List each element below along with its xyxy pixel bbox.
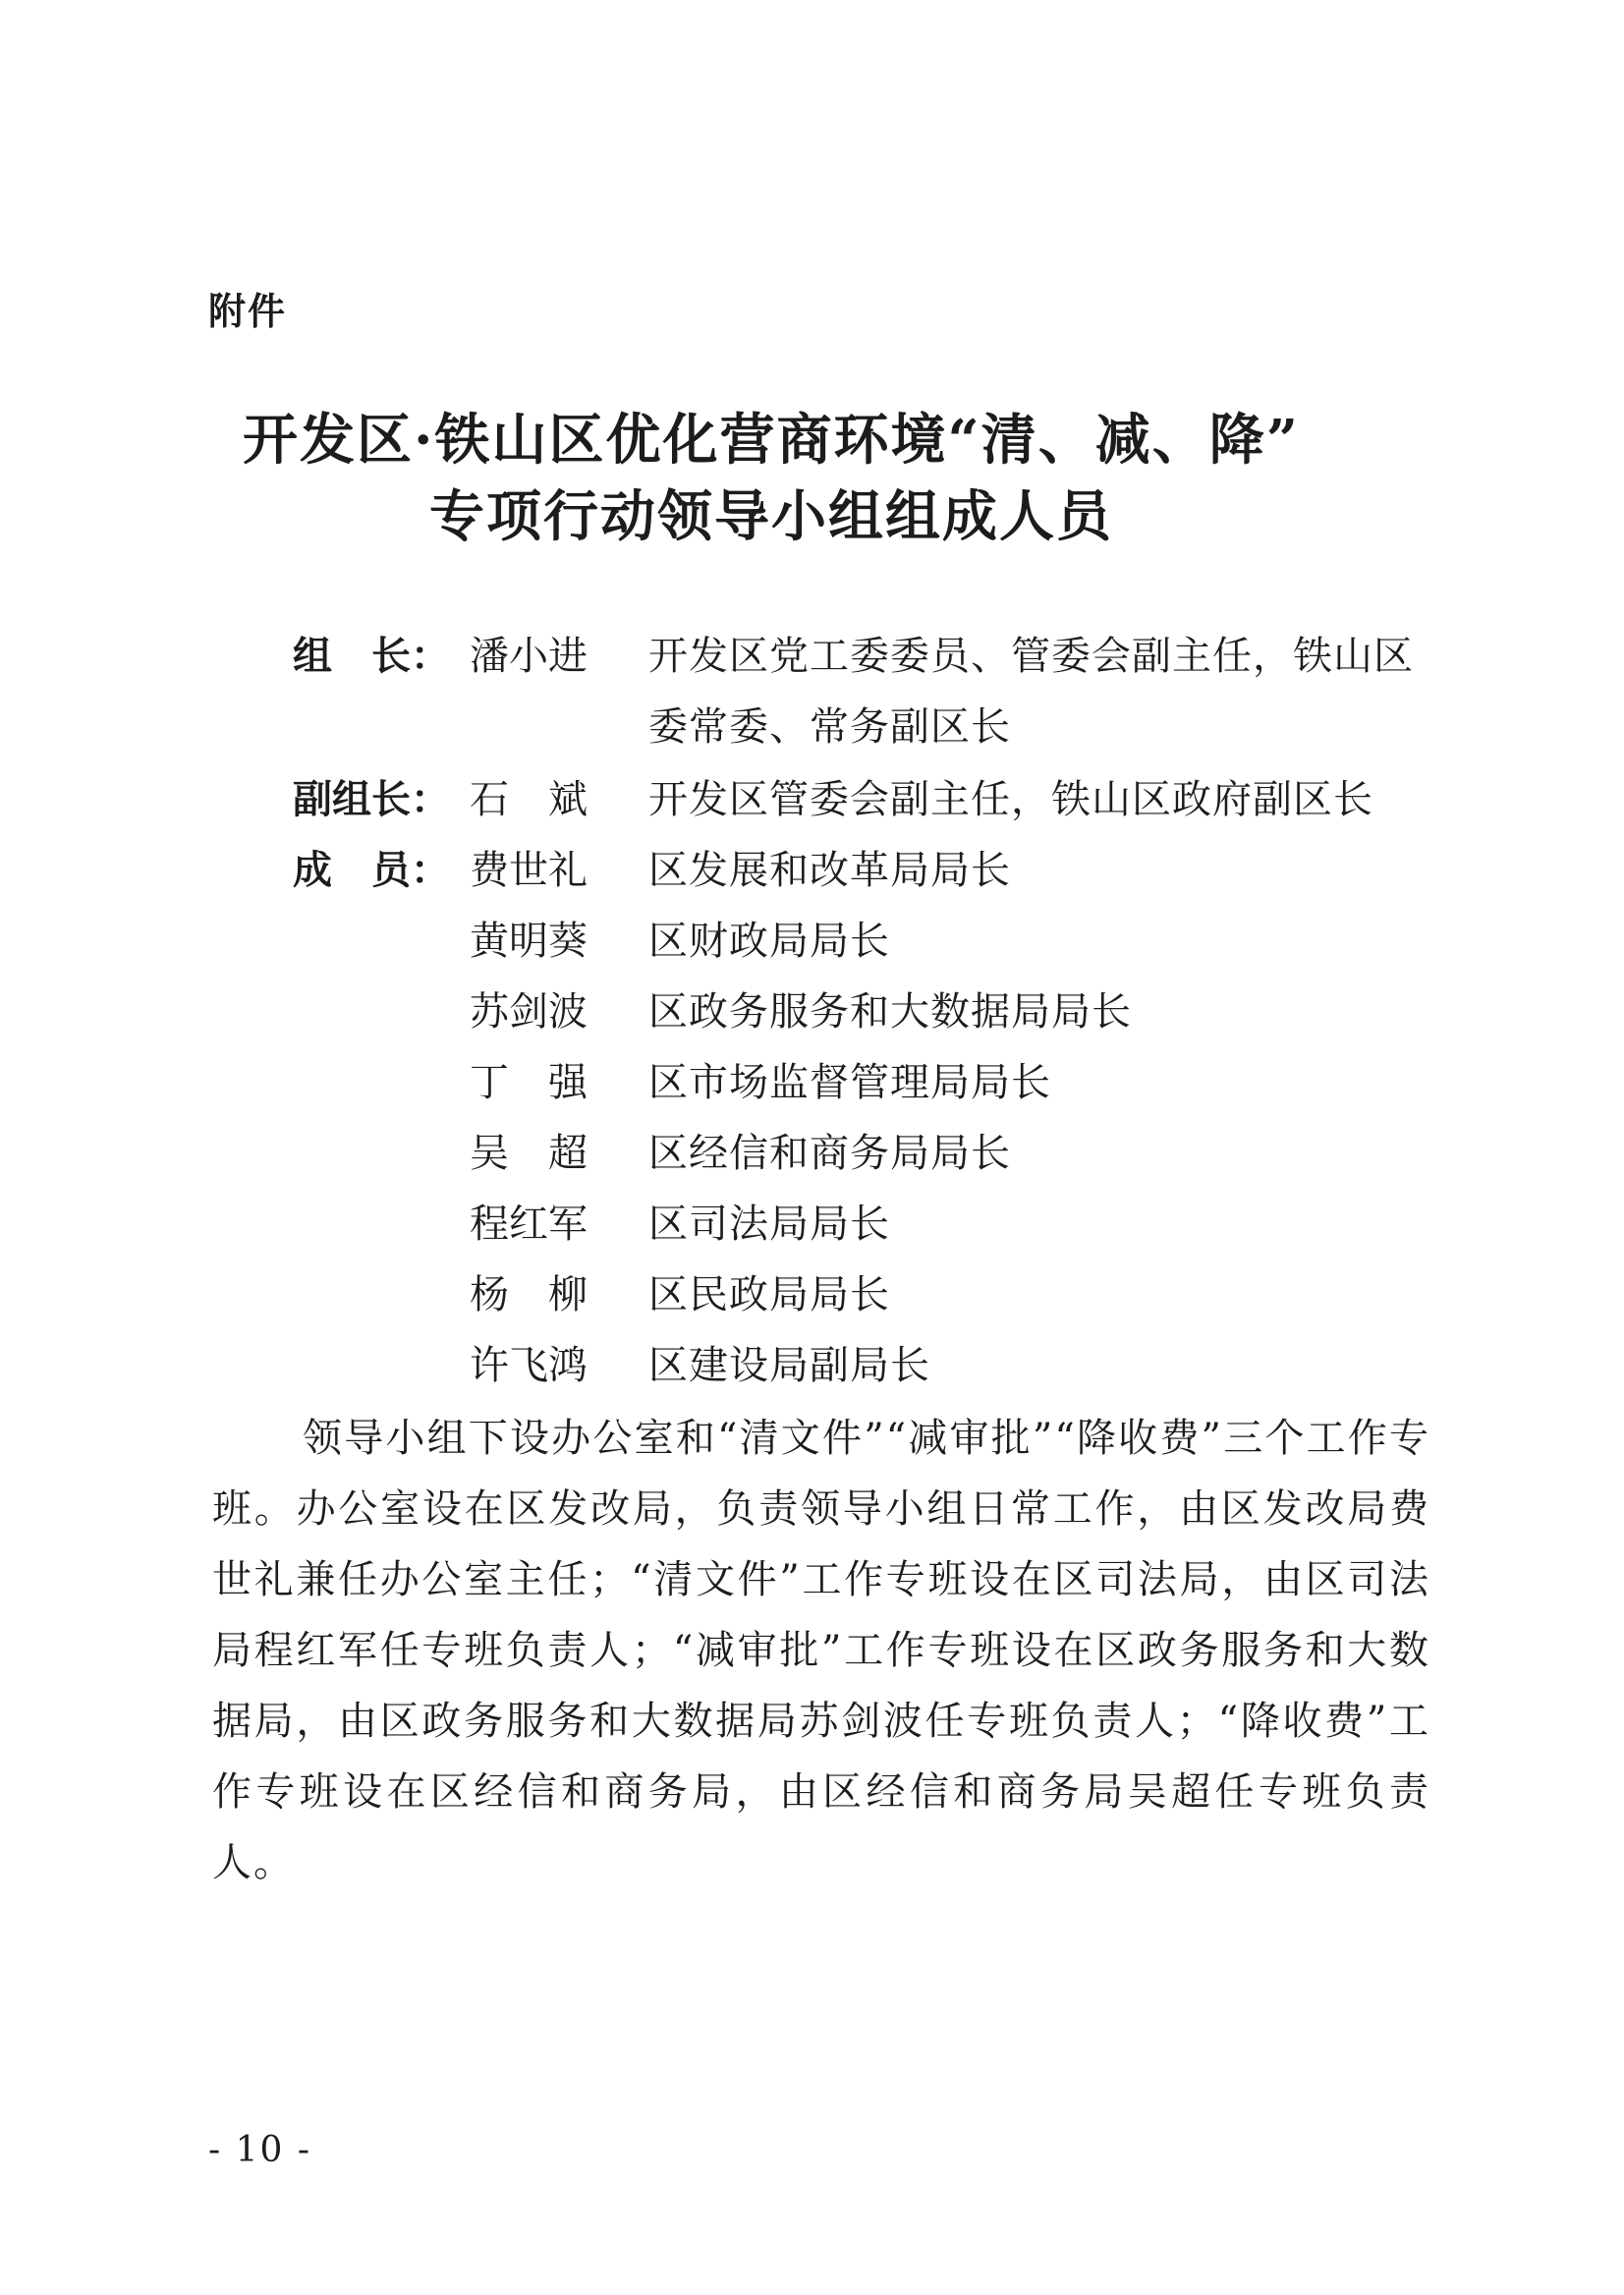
roster-duty: 开发区管委会副主任，铁山区政府副区长	[648, 777, 1373, 822]
document-title-line-2: 专项行动领导小组组成人员	[429, 484, 1113, 549]
attachment-label: 附件	[208, 290, 288, 333]
roster-duty: 区市场监督管理局局长	[648, 1060, 1051, 1105]
roster-name: 苏剑波	[470, 989, 588, 1035]
document-title-line-1: 开发区·铁山区优化营商环境“清、减、降”	[243, 408, 1300, 473]
roster-row	[0, 977, 1624, 1047]
roster-name: 吴 超	[470, 1131, 588, 1176]
roster-duty: 区经信和商务局局长	[648, 1131, 1011, 1176]
roster-row	[0, 621, 1624, 750]
roster-row	[0, 835, 1624, 906]
roster-duty: 区发展和改革局局长	[648, 848, 1011, 893]
roster-row	[0, 1259, 1624, 1330]
roster-name: 杨 柳	[470, 1272, 588, 1317]
roster-row	[0, 1118, 1624, 1189]
roster-duty: 区建设局副局长	[648, 1343, 930, 1388]
roster-role: 副组长：	[293, 777, 450, 822]
roster-duty: 区财政局局长	[648, 919, 890, 964]
roster-duty: 区民政局局长	[648, 1272, 890, 1317]
roster-name: 黄明葵	[470, 919, 588, 964]
page-number: - 10 -	[208, 2130, 312, 2170]
roster-duty: 区政务服务和大数据局局长	[648, 989, 1132, 1035]
roster-name: 许飞鸿	[470, 1343, 588, 1388]
roster-duty: 区司法局局长	[648, 1202, 890, 1247]
roster-row	[0, 764, 1624, 835]
roster-row	[0, 1189, 1624, 1259]
office-arrangement-paragraph: 领导小组下设办公室和“清文件”“减审批”“降收费”三个工作专班。办公室设在区发改局，负责领导小组日常工作，由区发改局费世礼兼任办公室主任；“清文件”工作专班设在区司法局，由区司法局程红军任专班负责人；“减审批”工作专班设在区政务服务和大数据局，由区政务服务和大数据局苏剑波任专班负责人；“降收费”工作专班设在区经信和商务局，由区经信和商务局吴超任专班负责人。	[212, 1416, 1430, 1885]
roster-duty: 开发区党工委委员、管委会副主任，铁山区委常委、常务副区长	[648, 634, 1414, 750]
roster-name: 潘小进	[470, 634, 588, 679]
roster-name: 程红军	[470, 1202, 588, 1247]
roster-row	[0, 1330, 1624, 1401]
roster-row	[0, 906, 1624, 977]
roster-name: 石 斌	[470, 777, 588, 822]
roster-role: 组 长：	[293, 634, 450, 679]
roster-role: 成 员：	[293, 848, 450, 893]
roster-name: 丁 强	[470, 1060, 588, 1105]
roster-name: 费世礼	[470, 848, 588, 893]
roster-row	[0, 1047, 1624, 1118]
